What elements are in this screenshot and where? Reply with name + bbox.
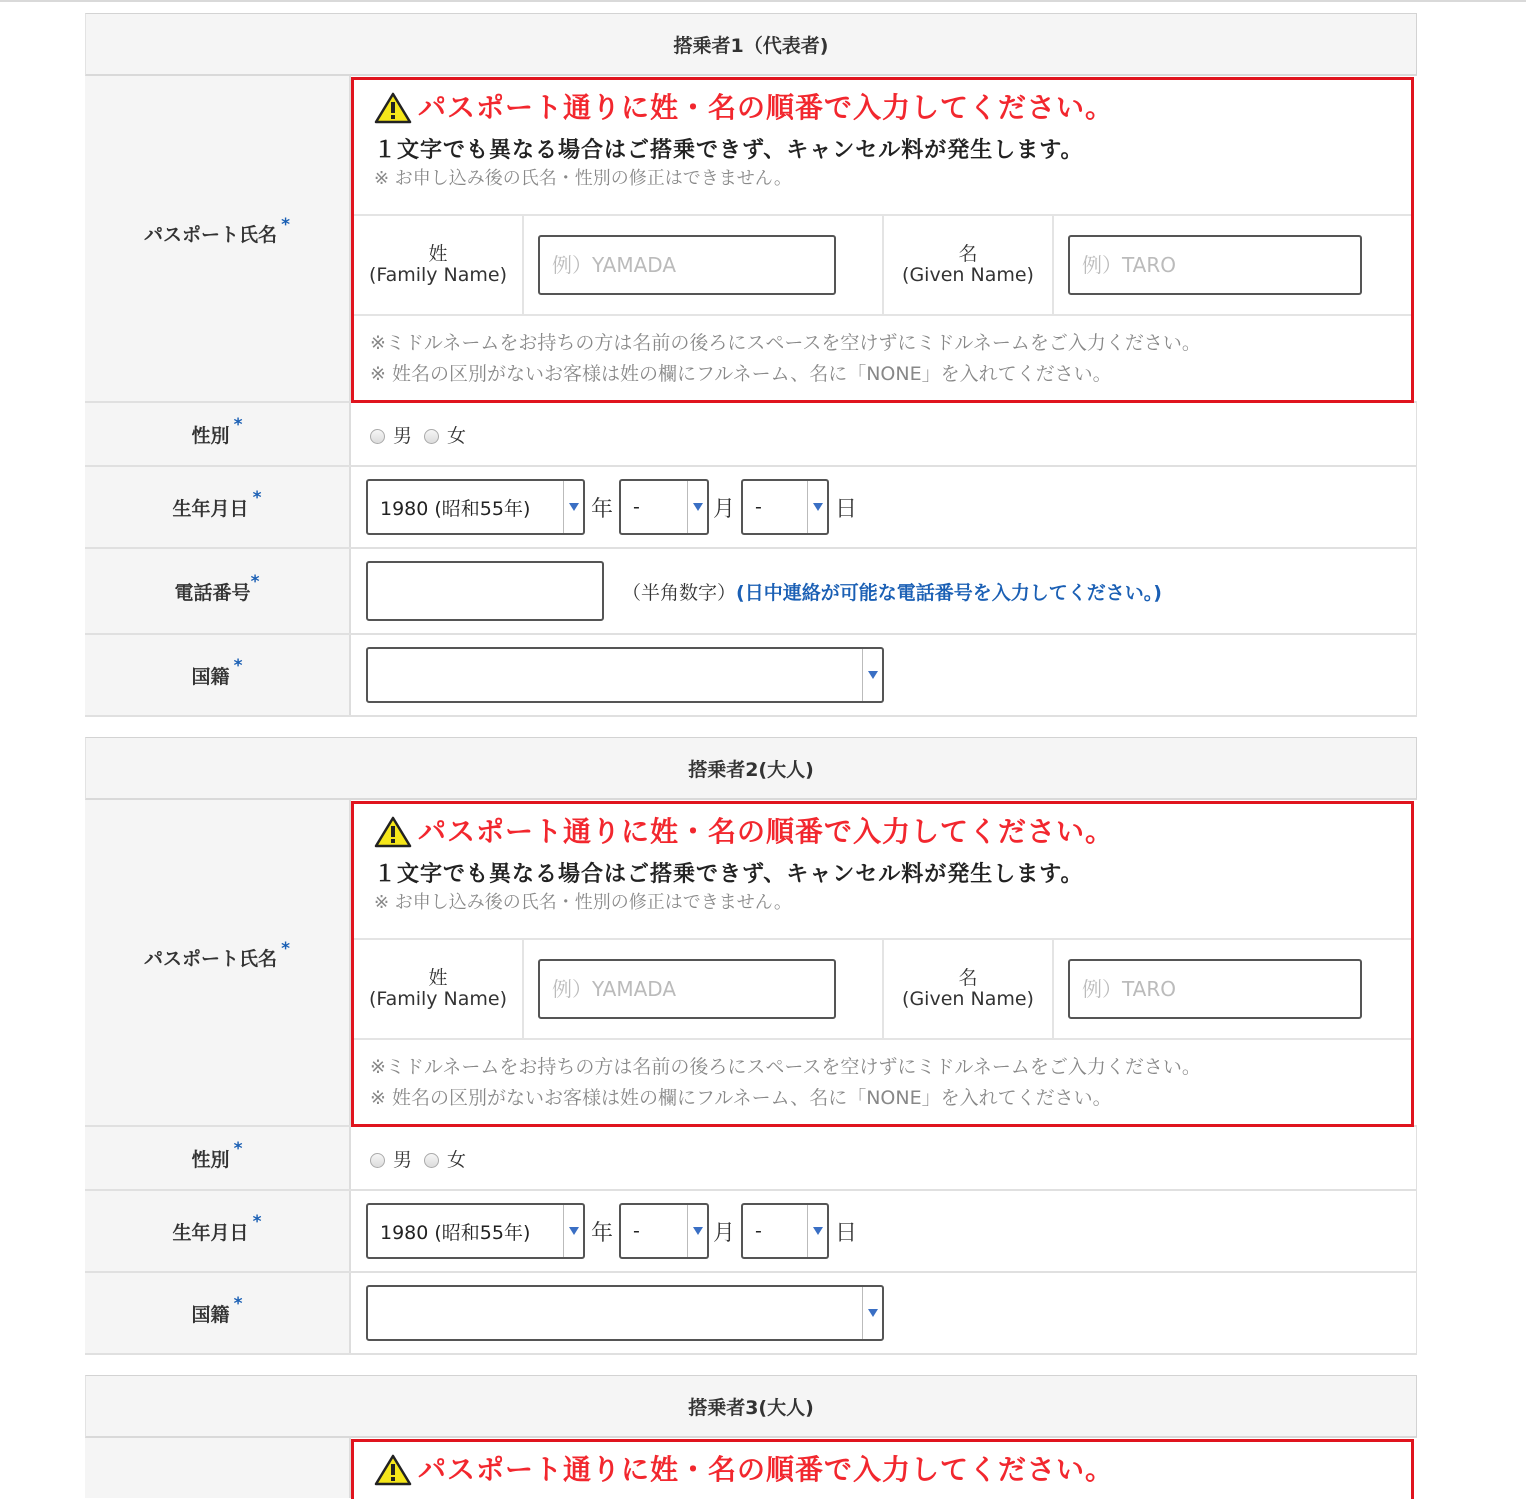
dropdown-arrow-icon [862,1287,882,1339]
birth-month-value: - [633,496,640,518]
birthdate-label-text: 生年月日 [172,497,249,520]
dropdown-arrow-icon [862,649,882,701]
birth-day-value: - [755,496,762,518]
given-name-label-en: (Given Name) [902,988,1034,1010]
passport-name-content [351,1438,1417,1498]
warning-box [351,1439,1414,1499]
nationality-select[interactable] [366,1285,884,1341]
given-name-label-jp: 名 [958,967,978,989]
gender-label-text: 性別 [191,1148,230,1171]
family-name-label-en: (Family Name) [368,988,508,1010]
passport-name-row [85,800,1417,1127]
warning-title [374,1452,1411,1488]
nationality-select[interactable] [366,647,884,703]
gender-male-label[interactable]: 男 [393,1148,413,1171]
warning-top [354,804,1411,940]
passenger-section-2 [85,737,1417,1355]
passenger-header: 搭乗者1（代表者) [85,13,1417,76]
gender-male-radio[interactable] [370,1153,385,1168]
birth-month-select[interactable] [619,479,709,535]
birthdate-content [351,1191,1417,1271]
birth-year-value: 1980 (昭和55年) [380,1221,531,1244]
required-mark: * [252,1212,262,1232]
gender-label [85,403,351,465]
warning-note: ※ お申し込み後の氏名・性別の修正はできません。 [374,168,792,189]
passport-name-content [351,76,1417,401]
dropdown-arrow-icon [563,481,583,533]
nationality-content [351,635,1417,715]
family-name-cell [524,216,884,314]
name-notes [354,316,1411,400]
gender-label [85,1127,351,1189]
warning-note: ※ お申し込み後の氏名・性別の修正はできません。 [374,892,792,913]
gender-content [351,1127,1417,1189]
birth-month-value: - [633,1220,640,1242]
given-name-cell [1054,940,1404,1038]
warning-box [351,77,1414,403]
warning-title [374,814,1411,850]
required-mark: * [233,1139,243,1159]
family-name-label [354,216,524,314]
birth-year-value: 1980 (昭和55年) [380,497,531,520]
day-unit: 日 [835,1220,858,1246]
nationality-label-text: 国籍 [191,1303,230,1326]
passport-name-label [85,1438,351,1498]
warning-box [351,801,1414,1127]
birthdate-label [85,1191,351,1271]
family-name-input[interactable] [538,959,836,1019]
passport-name-row [85,76,1417,403]
family-name-label-en: (Family Name) [368,264,508,286]
month-unit: 月 [713,1220,736,1246]
family-name-cell [524,940,884,1038]
birth-year-select[interactable] [366,1203,585,1259]
phone-content [351,549,1417,633]
required-mark: * [233,1294,243,1314]
required-mark: * [250,572,260,592]
phone-input[interactable] [366,561,604,621]
gender-female-label[interactable]: 女 [447,424,467,447]
given-name-cell [1054,216,1404,314]
phone-label [85,549,351,633]
family-name-label [354,940,524,1038]
passenger-header: 搭乗者3(大人) [85,1375,1417,1438]
nationality-row [85,635,1417,717]
warning-title-text: パスポート通りに姓・名の順番で入力してください。 [418,1453,1115,1486]
phone-hint: （半角数字） [622,581,737,604]
nationality-row [85,1273,1417,1355]
birth-month-select[interactable] [619,1203,709,1259]
warning-top [354,1442,1411,1502]
required-mark: * [281,214,290,235]
birthdate-content [351,467,1417,547]
year-unit: 年 [591,1220,614,1246]
passport-name-label [85,76,351,401]
passenger-section-1 [85,13,1417,717]
middle-name-note: ※ミドルネームをお持ちの方は名前の後ろにスペースを空けずにミドルネームをご入力ください。 [370,1056,1201,1078]
gender-row [85,403,1417,467]
nationality-label [85,635,351,715]
family-name-label-jp: 姓 [428,243,448,265]
gender-male-label[interactable]: 男 [393,424,413,447]
required-mark: * [233,656,243,676]
required-mark: * [281,938,290,959]
warning-subtitle: １文字でも異なる場合はご搭乗できず、キャンセル料が発生します。 [374,862,1084,887]
given-name-label [884,216,1054,314]
birthdate-row [85,467,1417,549]
dropdown-arrow-icon [687,481,707,533]
passport-name-row [85,1438,1417,1498]
dropdown-arrow-icon [807,1205,827,1257]
name-fields [354,940,1411,1040]
nationality-label-text: 国籍 [191,665,230,688]
gender-female-label[interactable]: 女 [447,1148,467,1171]
passport-name-content [351,800,1417,1125]
dropdown-arrow-icon [807,481,827,533]
gender-row [85,1127,1417,1191]
no-surname-note: ※ 姓名の区別がないお客様は姓の欄にフルネーム、名に「NONE」を入れてください。 [370,363,1112,385]
phone-hint-blue: (日中連絡が可能な電話番号を入力してください。) [736,581,1162,604]
warning-title-text: パスポート通りに姓・名の順番で入力してください。 [418,815,1115,848]
year-unit: 年 [591,496,614,522]
phone-row [85,549,1417,635]
passport-name-label-text: パスポート氏名 [144,948,278,970]
passport-name-label [85,800,351,1125]
gender-label-text: 性別 [191,424,230,447]
day-unit: 日 [835,496,858,522]
no-surname-note: ※ 姓名の区別がないお客様は姓の欄にフルネーム、名に「NONE」を入れてください。 [370,1087,1112,1109]
family-name-input[interactable] [538,235,836,295]
gender-content [351,403,1417,465]
warning-title-text: パスポート通りに姓・名の順番で入力してください。 [418,91,1115,124]
birth-day-value: - [755,1220,762,1242]
phone-label-text: 電話番号 [174,581,251,604]
required-mark: * [252,488,262,508]
birth-day-select[interactable] [741,479,829,535]
family-name-label-jp: 姓 [428,967,448,989]
gender-female-radio[interactable] [424,429,439,444]
gender-male-radio[interactable] [370,429,385,444]
given-name-input[interactable] [1068,959,1362,1019]
given-name-input[interactable] [1068,235,1362,295]
required-mark: * [233,415,243,435]
passport-name-label-text: パスポート氏名 [144,224,278,246]
name-notes [354,1040,1411,1124]
birthdate-row [85,1191,1417,1273]
name-fields [354,216,1411,316]
passenger-header: 搭乗者2(大人) [85,737,1417,800]
nationality-content [351,1273,1417,1353]
gender-female-radio[interactable] [424,1153,439,1168]
warning-triangle-icon [374,816,412,848]
dropdown-arrow-icon [687,1205,707,1257]
birth-day-select[interactable] [741,1203,829,1259]
dropdown-arrow-icon [563,1205,583,1257]
middle-name-note: ※ミドルネームをお持ちの方は名前の後ろにスペースを空けずにミドルネームをご入力ください。 [370,332,1201,354]
birth-year-select[interactable] [366,479,585,535]
warning-subtitle: １文字でも異なる場合はご搭乗できず、キャンセル料が発生します。 [374,138,1084,163]
given-name-label [884,940,1054,1038]
birthdate-label [85,467,351,547]
warning-triangle-icon [374,1454,412,1486]
passenger-section-3 [85,1375,1417,1498]
warning-triangle-icon [374,92,412,124]
given-name-label-jp: 名 [958,243,978,265]
nationality-label [85,1273,351,1353]
warning-title [374,90,1411,126]
given-name-label-en: (Given Name) [902,264,1034,286]
month-unit: 月 [713,496,736,522]
birthdate-label-text: 生年月日 [172,1221,249,1244]
warning-top [354,80,1411,216]
